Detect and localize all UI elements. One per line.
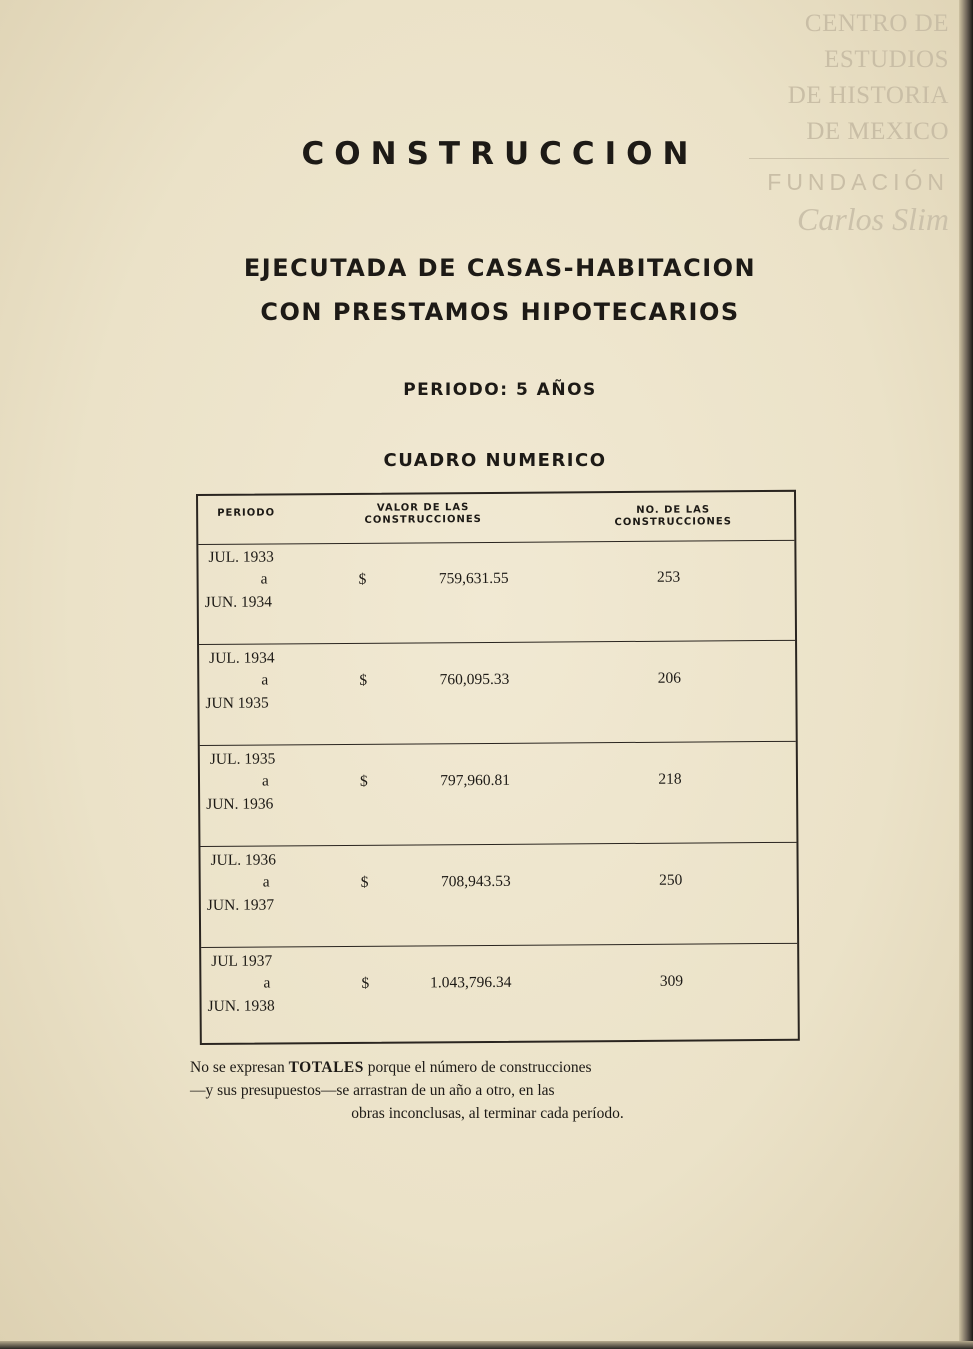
period-to: JUN 1935	[205, 694, 269, 712]
footnote-line: —y sus presupuestos—se arrastran de un año a otro, en las	[190, 1082, 555, 1099]
construction-value: 759,631.55	[438, 569, 509, 588]
construction-count: 250	[659, 871, 683, 889]
table-row	[200, 843, 797, 948]
period-to: JUN. 1936	[206, 795, 274, 813]
period-label: PERIODO: 5 AÑOS	[403, 380, 597, 400]
construction-value: 760,095.33	[439, 670, 510, 689]
currency-symbol: $	[360, 873, 369, 891]
header-valor-line: VALOR DE LAS	[376, 502, 470, 514]
table-header	[198, 492, 794, 545]
watermark-line: ESTUDIOS	[824, 46, 949, 73]
footnote-line: obras inconclusas, al terminar cada período.	[351, 1105, 624, 1122]
currency-symbol: $	[358, 570, 367, 588]
archive-watermark	[749, 6, 949, 239]
period-from: JUL. 1935	[209, 750, 276, 768]
construction-count: 309	[659, 972, 684, 990]
construction-count: 218	[658, 770, 682, 788]
currency-symbol: $	[359, 772, 368, 790]
period-joiner: a	[262, 873, 270, 891]
watermark-line: CENTRO DE	[804, 10, 949, 37]
footnote-text: No se expresan	[190, 1059, 289, 1076]
period-to: JUN. 1934	[204, 593, 272, 611]
construction-value: 1.043,796.34	[429, 973, 512, 992]
period-to: JUN. 1937	[206, 896, 275, 914]
watermark-signature: Carlos Slim	[796, 201, 949, 237]
construction-value: 797,960.81	[440, 771, 511, 790]
watermark-line: DE HISTORIA	[787, 82, 949, 109]
construction-value: 708,943.53	[440, 872, 511, 891]
currency-symbol: $	[361, 974, 370, 992]
period-from: JUL. 1934	[209, 649, 275, 667]
page-title: CONSTRUCCION	[301, 136, 699, 172]
period-joiner: a	[261, 772, 269, 790]
header-numero-line: CONSTRUCCIONES	[614, 516, 732, 529]
period-joiner: a	[263, 974, 271, 992]
header-valor-line: CONSTRUCCIONES	[364, 514, 482, 526]
page-edge-shadow	[959, 0, 973, 1349]
footnote	[190, 1056, 785, 1125]
subtitle-line: CON PRESTAMOS HIPOTECARIOS	[260, 298, 740, 326]
table-row	[199, 641, 796, 746]
numeric-table	[196, 490, 800, 1045]
period-from: JUL. 1933	[208, 548, 274, 566]
page-bottom-shadow	[0, 1341, 973, 1349]
subtitle-line: EJECUTADA DE CASAS-HABITACION	[243, 254, 757, 282]
period-joiner: a	[260, 570, 268, 588]
header-valor	[338, 502, 508, 527]
table-row	[201, 944, 798, 1049]
watermark-line: DE MEXICO	[806, 118, 949, 145]
watermark-foundation: FUNDACIÓN	[767, 169, 949, 195]
page-subtitle	[150, 246, 850, 334]
construction-count: 206	[657, 669, 681, 687]
construction-count: 253	[656, 568, 681, 586]
period-from: JUL. 1936	[210, 851, 277, 869]
table-row	[198, 540, 795, 645]
footnote-text: porque el número de construcciones	[363, 1059, 592, 1076]
table-title: CUADRO NUMERICO	[383, 450, 607, 471]
period-from: JUL 1937	[211, 952, 273, 970]
footnote-totales: TOTALES	[288, 1059, 364, 1076]
table-row	[200, 742, 797, 847]
header-periodo: PERIODO	[217, 507, 276, 519]
footnote-line	[190, 1056, 785, 1079]
currency-symbol: $	[359, 671, 368, 689]
header-numero-line: NO. DE LAS	[636, 504, 711, 516]
period-to: JUN. 1938	[207, 997, 275, 1015]
header-numero	[588, 504, 758, 529]
period-joiner: a	[261, 671, 269, 689]
